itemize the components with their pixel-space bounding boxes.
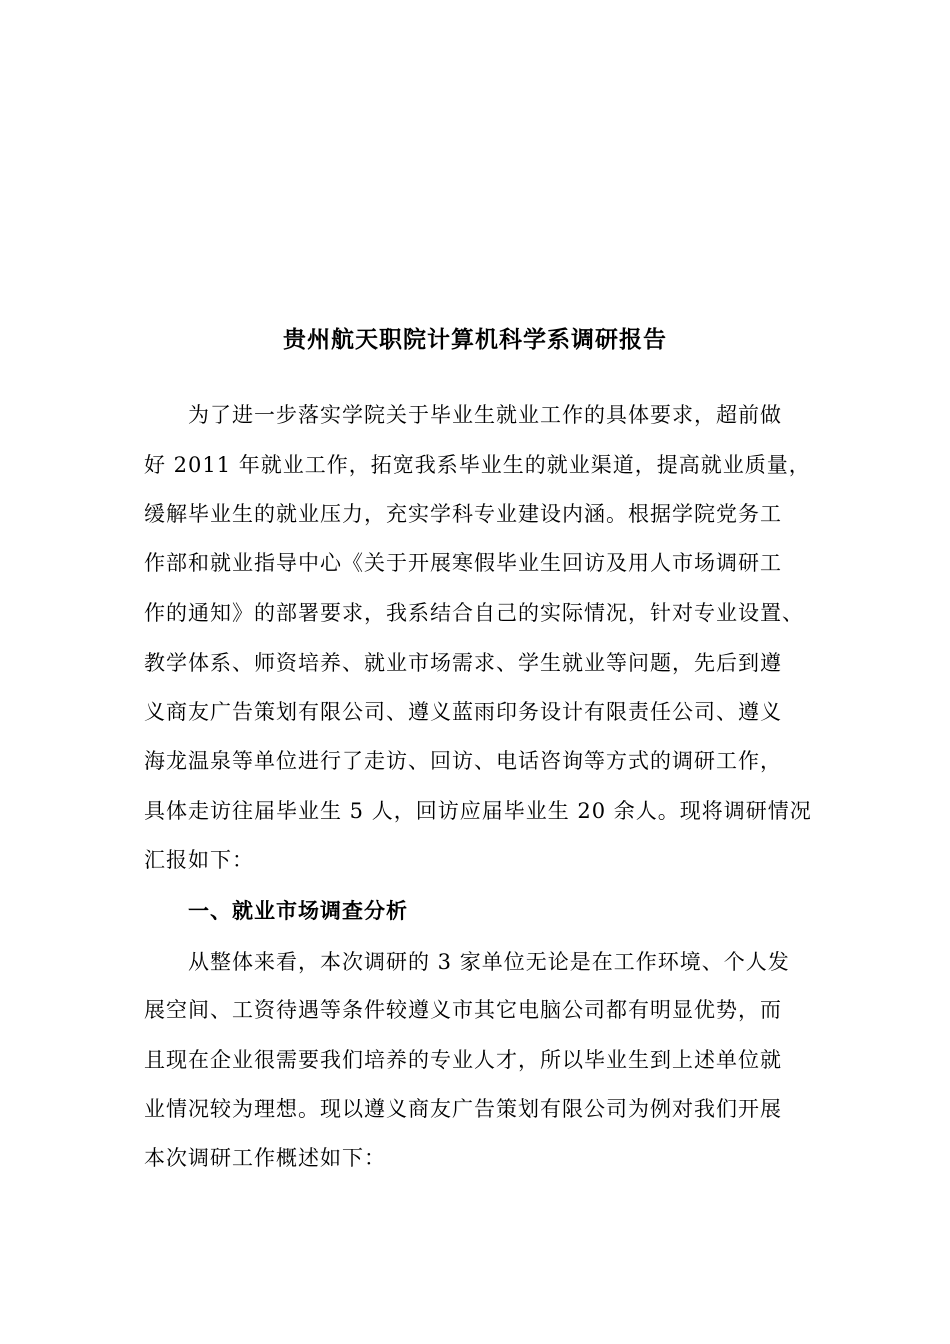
- paragraph-1-line-8: 海龙温泉等单位进行了走访、回访、电话咨询等方式的调研工作，: [144, 749, 782, 773]
- paragraph-1-line-5: 作的通知》的部署要求，我系结合自己的实际情况，针对专业设置、: [144, 601, 804, 625]
- paragraph-1-line-2: 好 2011 年就业工作，拓宽我系毕业生的就业渠道，提高就业质量，: [144, 453, 811, 477]
- paragraph-1-line-9: 具体走访往届毕业生 5 人，回访应届毕业生 20 余人。现将调研情况: [144, 799, 812, 823]
- paragraph-1-line-4: 作部和就业指导中心《关于开展寒假毕业生回访及用人市场调研工: [144, 551, 782, 575]
- document-title: 贵州航天职院计算机科学系调研报告: [283, 326, 667, 353]
- paragraph-2-line-3: 且现在企业很需要我们培养的专业人才，所以毕业生到上述单位就: [144, 1048, 782, 1072]
- paragraph-2-line-4: 业情况较为理想。现以遵义商友广告策划有限公司为例对我们开展: [144, 1097, 782, 1121]
- paragraph-1-line-7: 义商友广告策划有限公司、遵义蓝雨印务设计有限责任公司、遵义: [144, 700, 782, 724]
- paragraph-1-line-6: 教学体系、师资培养、就业市场需求、学生就业等问题，先后到遵: [144, 651, 782, 675]
- section-heading-1: 一、就业市场调查分析: [188, 898, 408, 923]
- paragraph-2-line-1: 从整体来看，本次调研的 3 家单位无论是在工作环境、个人发: [188, 950, 790, 974]
- paragraph-2-line-5: 本次调研工作概述如下：: [144, 1146, 386, 1170]
- paragraph-1-line-1: 为了进一步落实学院关于毕业生就业工作的具体要求，超前做: [188, 403, 782, 427]
- paragraph-1-line-3: 缓解毕业生的就业压力，充实学科专业建设内涵。根据学院党务工: [144, 502, 782, 526]
- paragraph-1-line-10: 汇报如下：: [144, 848, 254, 872]
- paragraph-2-line-2: 展空间、工资待遇等条件较遵义市其它电脑公司都有明显优势，而: [144, 998, 782, 1022]
